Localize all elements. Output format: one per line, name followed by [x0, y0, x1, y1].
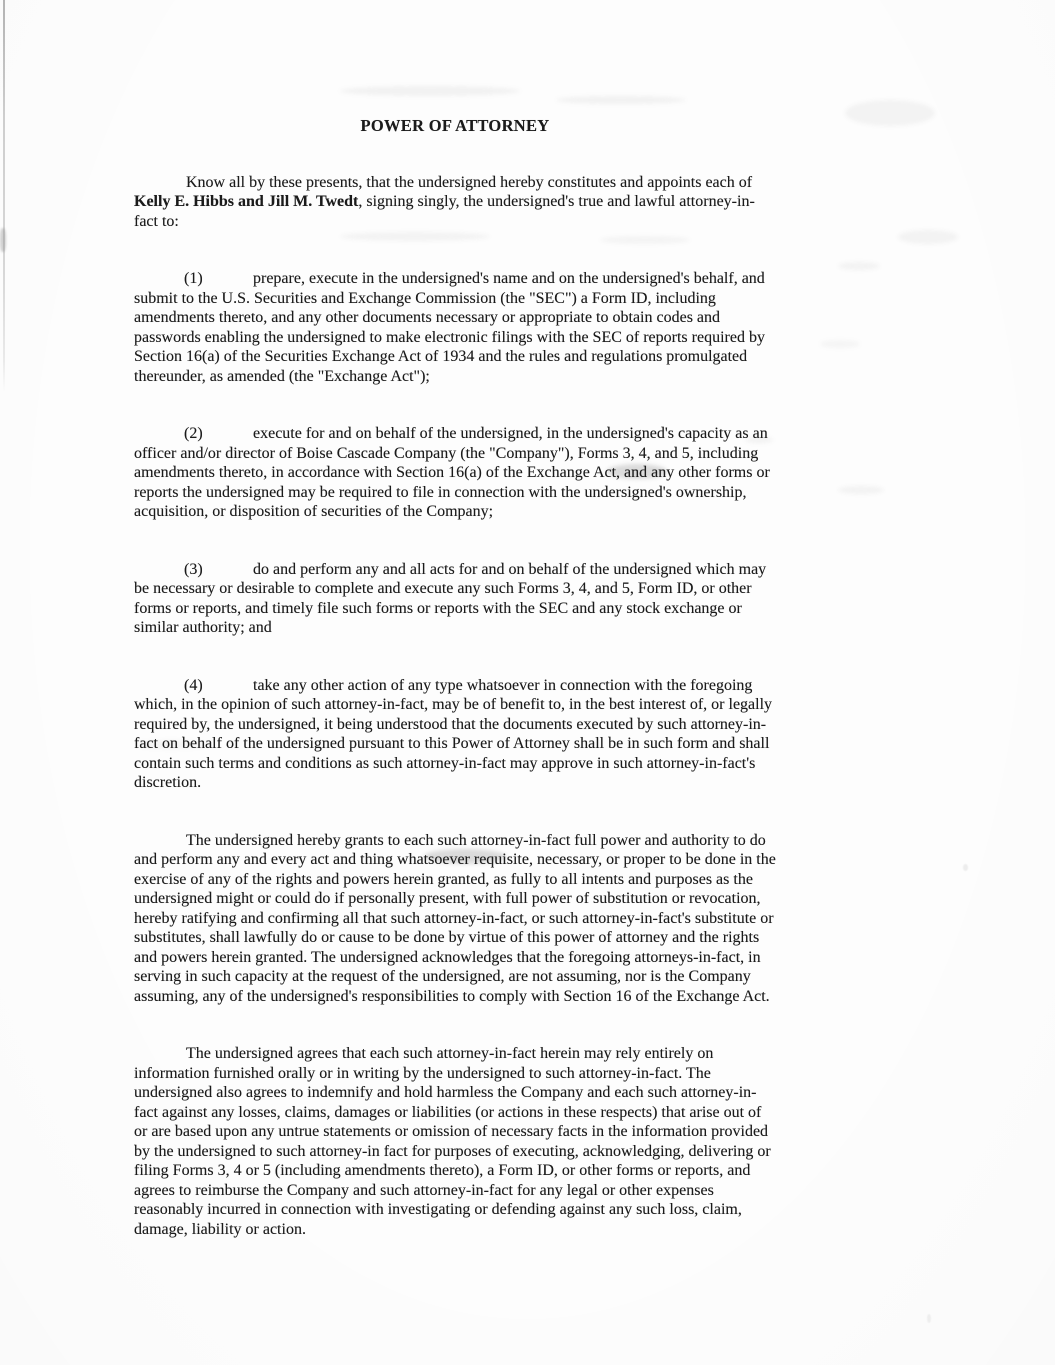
document-body: [134, 116, 776, 1277]
scan-artifact: [340, 86, 520, 96]
closing-paragraph-1: The undersigned hereby grants to each such attorney-in-fact full power and authority to do and perform any and every act and thing whatsoever requisite, necessary, or proper to be done in the exercise of any of the rights and powers herein granted, as fully to all intents and purposes as the undersigned might or could do if personally present, with full power of substitution or revocation, hereby ratifying and confirming all that such attorney-in-fact, or such attorney-in-fact's substitute or substitutes, shall lawfully do or cause to be done by virtue of this power of attorney and the rights and powers herein granted. The undersigned acknowledges that the foregoing attorneys-in-fact, in serving in such capacity at the request of the undersigned, are not assuming, nor is the Company assuming, any of the undersigned's responsibilities to comply with Section 16 of the Exchange Act.: [134, 831, 776, 1005]
scan-artifact: [927, 1314, 931, 1323]
intro-text-post: , signing singly, the undersigned's true and lawful attorney-in-fact to:: [134, 193, 755, 230]
scan-artifact: [0, 228, 6, 252]
item-text: take any other action of any type whatsoever in connection with the foregoing which, in the opinion of such attorney-in-fact, may be of benefit to, in the best interest of, or legally required by, the undersigned, it being understood that the documents executed by such attorney-in-fact on behalf of the undersigned pursuant to this Power of Attorney shall be in such form and shall contain such terms and conditions as such attorney-in-fact may approve in such attorney-in-fact's discretion.: [134, 676, 773, 791]
numbered-item-1: [134, 269, 776, 386]
item-text: do and perform any and all acts for and on behalf of the undersigned which may be necessary or desirable to complete and execute any such Forms 3, 4, and 5, Form ID, or other forms or reports, and timely file such forms or reports with the SEC and any stock exchange or similar authority; and: [134, 560, 767, 636]
item-text: prepare, execute in the undersigned's name and on the undersigned's behalf, and submit to the U.S. Securities and Exchange Commission (the "SEC") a Form ID, including amendments thereto, and any other documents necessary or appropriate to obtain codes and passwords enabling the undersigned to make electronic filings with the SEC of reports required by Section 16(a) of the Securities Exchange Act of 1934 and the rules and regulations promulgated thereunder, as amended (the "Exchange Act");: [134, 270, 765, 385]
item-number: (3): [184, 560, 203, 578]
scan-artifact: [845, 100, 935, 126]
intro-text-pre: Know all by these presents, that the undersigned hereby constitutes and appoints each of: [186, 173, 753, 191]
scan-artifact: [963, 864, 968, 871]
scan-artifact: [898, 230, 958, 244]
item-number: (4): [184, 676, 203, 694]
closing-paragraph-2: The undersigned agrees that each such attorney-in-fact herein may rely entirely on information furnished orally or in writing by the undersigned to such attorney-in-fact. The undersigned also agrees to indemnify and hold harmless the Company and each such attorney-in-fact against any losses, claims, damages or liabilities (or actions in these respects) that arise out of or are based upon any untrue statements or omission of necessary facts in the information provided by the undersigned to such attorney-in fact for purposes of executing, acknowledging, delivering or filing Forms 3, 4 or 5 (including amendments thereto), a Form ID, or other forms or reports, and agrees to reimburse the Company and such attorney-in-fact for any legal or other expenses reasonably incurred in connection with investigating or defending against any such loss, claim, damage, liability or action.: [134, 1045, 771, 1238]
scan-artifact: [838, 262, 880, 270]
item-number: (2): [184, 425, 203, 442]
numbered-item-2: [134, 424, 776, 522]
intro-paragraph: [134, 173, 776, 232]
numbered-item-3: [134, 560, 776, 638]
scan-artifact: [556, 96, 686, 104]
scan-artifact: [838, 486, 884, 494]
attorney-names: Kelly E. Hibbs and Jill M. Twedt: [134, 193, 359, 210]
scanner-edge-line: [3, 0, 5, 392]
numbered-item-4: [134, 676, 776, 793]
scan-artifact: [820, 340, 860, 348]
item-number: (1): [184, 270, 203, 287]
item-text: execute for and on behalf of the undersigned, in the undersigned's capacity as an officer and/or director of Boise Cascade Company (the "Company"), Forms 3, 4, and 5, including amendments thereto, in accordance with Section 16(a) of the Exchange Act, and any other forms or reports the undersigned may be required to file in connection with the undersigned's ownership, acquisition, or disposition of securities of the Company;: [134, 425, 770, 520]
document-title: POWER OF ATTORNEY: [360, 116, 550, 135]
